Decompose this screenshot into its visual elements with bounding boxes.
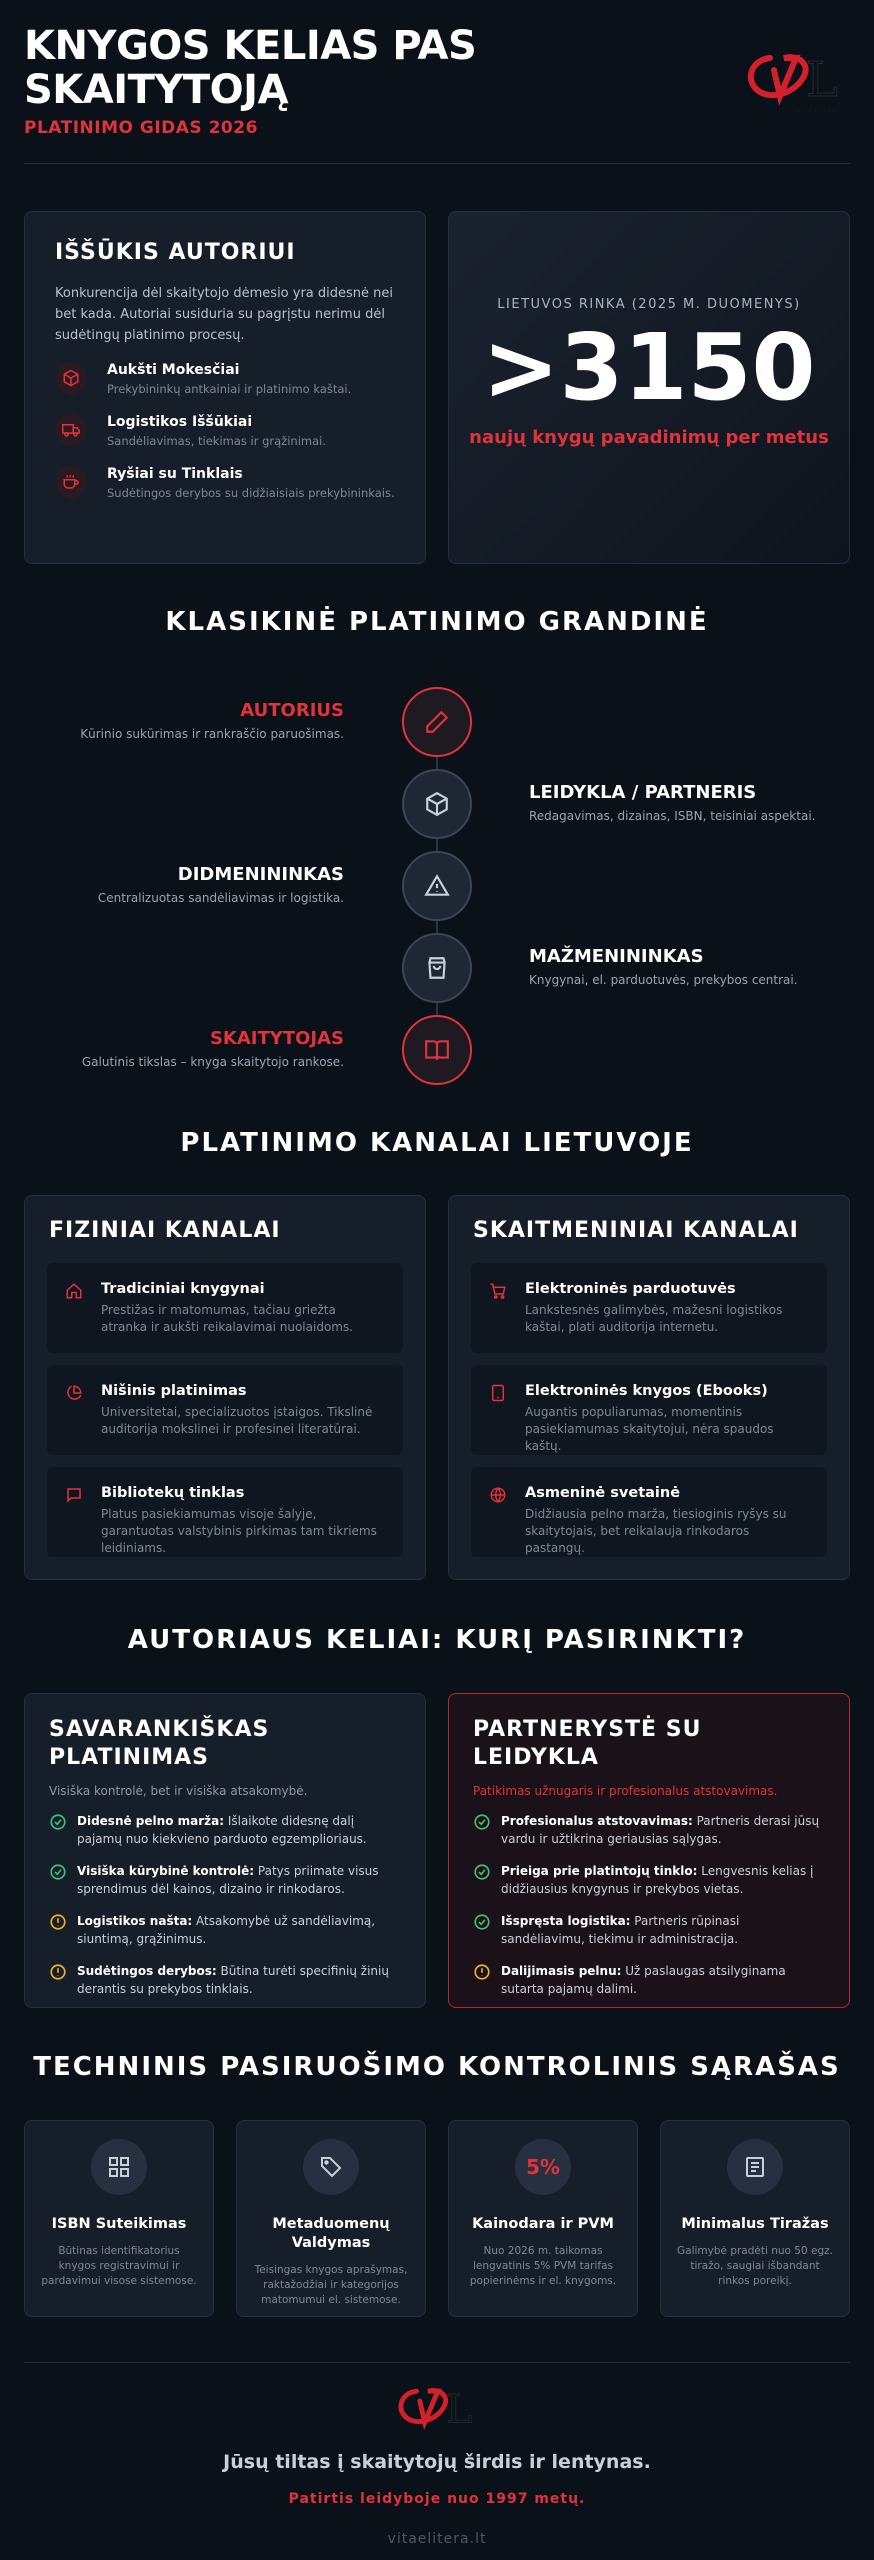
checklist-item-desc: Būtinas identifikatorius knygos registravimui ir pardavimui visose sistemose. <box>41 2245 197 2287</box>
message-icon <box>65 1486 87 1539</box>
cart-icon <box>489 1282 511 1335</box>
item-text: Atsakomybė už sandėliavimą, siuntimą, grąžinimus. <box>77 1914 376 1946</box>
partnership-lead: Patikimas užnugaris ir profesionalus atstovavimas. <box>473 1784 778 1798</box>
item-text: Išlaikote didesnę dalį pajamų nuo kiekvieno parduoto egzemplioriaus. <box>77 1814 367 1846</box>
bag-icon <box>402 933 472 1003</box>
chain-step-desc: Galutinis tikslas – knyga skaitytojo rankose. <box>81 1055 344 1069</box>
market-value: >3150 <box>482 314 816 421</box>
truck-icon <box>55 414 87 446</box>
svg-text:L: L <box>446 2387 473 2433</box>
channel-item <box>47 1467 403 1557</box>
pros-cons-item <box>49 1862 401 1898</box>
coffee-icon <box>55 466 87 498</box>
footer-since: Patirtis leidyboje nuo 1997 metų. <box>288 2491 586 2507</box>
channel-item-desc: Platus pasiekiamumas visoje šalyje, garantuotas valstybinis pirkimas tam tikriems leidiniams. <box>101 1507 377 1555</box>
chain-step-title: SKAITYTOJAS <box>209 1028 344 1049</box>
pencil-icon <box>402 687 472 757</box>
cube-icon <box>55 362 87 394</box>
channel-item-title: Nišinis platinimas <box>101 1383 247 1399</box>
alert-icon <box>49 1913 67 1931</box>
book-icon <box>402 1015 472 1085</box>
alert-icon <box>49 1963 67 1981</box>
svg-text:VITAE LITERA: VITAE LITERA <box>796 107 836 114</box>
channel-item-title: Elektroninės parduotuvės <box>525 1281 736 1297</box>
challenge-item <box>55 414 395 450</box>
challenge-item <box>55 466 395 502</box>
channel-item-desc: Universitetai, specializuotos įstaigos. Tikslinė auditorija mokslinei ir profesinei literatūrai. <box>101 1405 373 1436</box>
pros-cons-item <box>49 1812 401 1848</box>
chain-step <box>24 1028 344 1069</box>
item-bold: Sudėtingos derybos: <box>77 1964 217 1978</box>
challenge-desc: Konkurencija dėl skaitytojo dėmesio yra didesnė nei bet kada. Autoriai susiduria su pagrįstu nerimu dėl sudėtingų platinimo procesų. <box>55 286 394 343</box>
self-publishing-title: SAVARANKIŠKAS PLATINIMAS <box>49 1717 270 1770</box>
footer-url[interactable]: vitaelitera.lt <box>387 2531 487 2547</box>
check-icon <box>473 1863 491 1881</box>
challenge-item-title: Logistikos Iššūkiai <box>107 414 253 430</box>
channel-item <box>47 1365 403 1455</box>
pros-cons-item <box>473 1812 825 1848</box>
chain-step-desc: Centralizuotas sandėliavimas ir logistika. <box>97 891 344 905</box>
channel-item <box>471 1263 827 1353</box>
home-icon <box>65 1282 87 1335</box>
tag-icon <box>303 2139 359 2195</box>
chain-step-desc: Kūrinio sukūrimas ir rankraščio paruošimas. <box>80 727 344 741</box>
digital-channels-title: SKAITMENINIAI KANALAI <box>473 1218 799 1243</box>
item-text: Būtina turėti specifinių žinių derantis su prekybos tinklais. <box>77 1964 389 1996</box>
market-caption: naujų knygų pavadinimų per metus <box>469 427 829 448</box>
checklist-title: TECHNINIS PASIRUOŠIMO KONTROLINIS SĄRAŠAS <box>33 2052 841 2082</box>
checklist-item-desc: Galimybė pradėti nuo 50 egz. tiražo, saugiai išbandant rinkos poreikį. <box>677 2245 833 2287</box>
check-icon <box>473 1913 491 1931</box>
checklist-card <box>448 2120 638 2317</box>
chain-step-title: MAŽMENININKAS <box>529 946 704 967</box>
percent-icon <box>515 2139 571 2195</box>
item-text: Lengvesnis kelias į didžiausius knygynus ir prekybos vietas. <box>501 1864 814 1896</box>
item-text: Už paslaugas atsilyginama sutarta pajamų dalimi. <box>501 1964 786 1996</box>
item-bold: Logistikos našta: <box>77 1914 193 1928</box>
footer <box>24 2362 850 2560</box>
item-text: Partneris rūpinasi sandėliavimu, tiekimu ir administracija. <box>501 1914 740 1946</box>
channel-item-title: Elektroninės knygos (Ebooks) <box>525 1383 768 1399</box>
channels-title: PLATINIMO KANALAI LIETUVOJE <box>180 1128 694 1158</box>
chain-step <box>24 700 344 741</box>
channel-item-desc: Augantis populiarumas, momentinis pasiekiamumas skaitytojui, nėra spaudos kaštų. <box>525 1405 774 1453</box>
channel-item-title: Asmeninė svetainė <box>525 1485 681 1501</box>
item-bold: Profesionalus atstovavimas: <box>501 1814 693 1828</box>
partnership-title: PARTNERYSTĖ SU LEIDYKLA <box>473 1717 702 1770</box>
item-bold: Didesnė pelno marža: <box>77 1814 225 1828</box>
chain-step <box>24 864 344 905</box>
physical-channels-card <box>24 1195 426 1580</box>
chain-step-title: DIDMENININKAS <box>177 864 344 885</box>
challenge-item-desc: Prekybininkų antkainiai ir platinimo kaštai. <box>107 382 352 396</box>
chain-step <box>529 946 849 987</box>
channel-item <box>471 1467 827 1557</box>
challenge-card <box>24 211 426 564</box>
market-label: LIETUVOS RINKA (2025 M. DUOMENYS) <box>497 297 801 312</box>
item-bold: Prieiga prie platintojų tinklo: <box>501 1864 698 1878</box>
pros-cons-item <box>473 1912 825 1948</box>
chain-step-desc: Knygynai, el. parduotuvės, prekybos centrai. <box>529 973 798 987</box>
chain-step-desc: Redagavimas, dizainas, ISBN, teisiniai aspektai. <box>529 809 816 823</box>
channel-item-title: Bibliotekų tinklas <box>101 1485 245 1501</box>
pros-cons-item <box>473 1862 825 1898</box>
pros-cons-item <box>49 1962 401 1998</box>
document-icon <box>727 2139 783 2195</box>
page-title: KNYGOS KELIAS PAS SKAITYTOJĄ <box>24 23 477 113</box>
self-publishing-card <box>24 1693 426 2008</box>
box-icon <box>402 769 472 839</box>
challenge-title: IŠŠŪKIS AUTORIUI <box>55 240 296 265</box>
percent-symbol: 5% <box>526 2155 560 2179</box>
pie-chart-icon <box>65 1384 87 1437</box>
checklist-item-title: Metaduomenų Valdymas <box>272 2216 390 2251</box>
challenge-item-desc: Sandėliavimas, tiekimas ir grąžinimai. <box>107 434 326 448</box>
channel-item-desc: Didžiausia pelno marža, tiesioginis ryšys su skaitytojais, bet reikalauja rinkodaros pastangų. <box>525 1507 787 1555</box>
challenge-item-title: Ryšiai su Tinklais <box>107 466 243 482</box>
physical-channels-title: FIZINIAI KANALAI <box>49 1218 281 1243</box>
grid-icon <box>91 2139 147 2195</box>
header <box>24 24 850 164</box>
check-icon <box>49 1863 67 1881</box>
channel-item-desc: Prestižas ir matomumas, tačiau griežta atranka ir aukšti reikalavimai nuolaidoms. <box>101 1303 354 1334</box>
channel-item <box>471 1365 827 1455</box>
vitae-litera-logo <box>740 48 850 114</box>
vitae-litera-logo <box>392 2383 482 2437</box>
chain-step <box>529 782 849 823</box>
channel-item-desc: Lankstesnės galimybės, mažesni logistikos kaštai, plati auditorija internetu. <box>525 1303 783 1334</box>
item-bold: Visiška kūrybinė kontrolė: <box>77 1864 255 1878</box>
channel-item <box>47 1263 403 1353</box>
checklist-card <box>24 2120 214 2317</box>
page-subtitle: PLATINIMO GIDAS 2026 <box>24 118 258 138</box>
challenge-item-title: Aukšti Mokesčiai <box>107 362 240 378</box>
pros-cons-item <box>473 1962 825 1998</box>
checklist-item-desc: Teisingas knygos aprašymas, raktažodžiai ir kategorijos matomumui el. sistemose. <box>254 2264 408 2306</box>
digital-channels-card <box>448 1195 850 1580</box>
chain-title: KLASIKINĖ PLATINIMO GRANDINĖ <box>165 607 709 637</box>
warning-icon <box>402 851 472 921</box>
chain-step-title: AUTORIUS <box>240 700 344 721</box>
self-publishing-lead: Visiška kontrolė, bet ir visiška atsakomybė. <box>49 1784 308 1798</box>
item-bold: Dalijimasis pelnu: <box>501 1964 622 1978</box>
pros-cons-item <box>49 1912 401 1948</box>
alert-icon <box>473 1963 491 1981</box>
chain-step-title: LEIDYKLA / PARTNERIS <box>529 782 757 803</box>
checklist-item-title: Minimalus Tiražas <box>681 2216 829 2232</box>
partnership-card <box>448 1693 850 2008</box>
checklist-item-desc: Nuo 2026 m. taikomas lengvatinis 5% PVM tarifas popierinėms ir el. knygoms. <box>469 2245 617 2287</box>
tablet-icon <box>489 1384 511 1437</box>
checklist-item-title: Kainodara ir PVM <box>472 2216 614 2232</box>
challenge-item-desc: Sudėtingos derybos su didžiaisiais prekybininkais. <box>107 486 395 500</box>
item-text: Patys priimate visus sprendimus dėl kainos, dizaino ir rinkodaros. <box>77 1864 379 1896</box>
channel-item-title: Tradiciniai knygynai <box>101 1281 265 1297</box>
check-icon <box>473 1813 491 1831</box>
checklist-card <box>236 2120 426 2317</box>
market-card <box>448 211 850 564</box>
footer-tagline: Jūsų tiltas į skaitytojų širdis ir lentynas. <box>223 2451 651 2473</box>
paths-title: AUTORIAUS KELIAI: KURĮ PASIRINKTI? <box>127 1625 747 1655</box>
checklist-card <box>660 2120 850 2317</box>
globe-icon <box>489 1486 511 1539</box>
item-bold: Išspręsta logistika: <box>501 1914 631 1928</box>
challenge-item <box>55 362 395 398</box>
checklist-item-title: ISBN Suteikimas <box>51 2216 187 2232</box>
item-text: Partneris derasi jūsų vardu ir užtikrina geriausias sąlygas. <box>501 1814 820 1846</box>
check-icon <box>49 1813 67 1831</box>
svg-text:L: L <box>806 52 838 108</box>
